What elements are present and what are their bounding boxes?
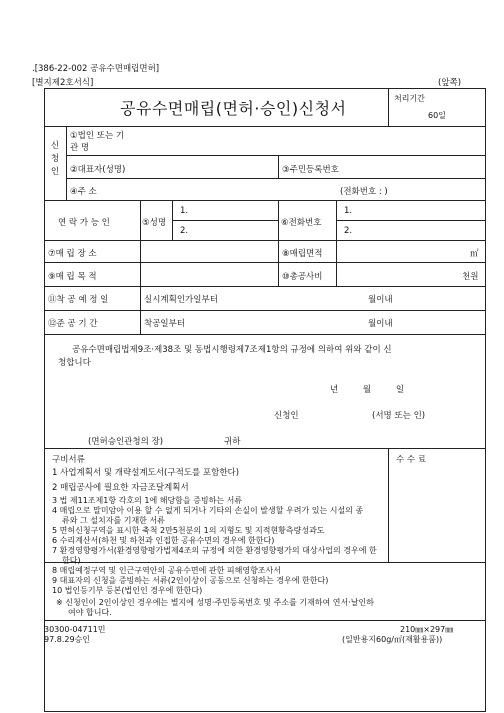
area-unit: ㎡ (470, 249, 479, 259)
site-label: ⑦매 립 장 소 (48, 249, 97, 259)
processing-period-label: 처리기간 (394, 94, 425, 103)
processing-period-value: 60일 (428, 111, 446, 120)
doc-item: 1 사업계획서 및 개략설계도서(구적도를 포함한다) (52, 468, 240, 478)
area-label: ⑧매립면적 (282, 249, 323, 259)
doc-item: 4 매립으로 말미암아 이용 할 수 없게 되거나 기타의 손실이 발생할 우려가 있는 시설의 종 (52, 506, 364, 515)
honorific: 귀하 (224, 437, 241, 447)
doc-item: 8 매립예정구역 및 인근구역안의 공유수면에 관한 피해영향조사서 (52, 566, 282, 575)
footer-paper: (일반용지60g/㎡(재활용품)) (342, 635, 443, 644)
doc-item: 9 대표자의 신청을 증빙하는 서류(2인이상이 공동으로 신청하는 경우에 한한다) (52, 576, 329, 585)
note-line-1: ※ 신청인이 2인이상인 경우에는 별지에 성명·주민등록번호 및 주소를 기재하여 연서·날인하 (56, 598, 374, 607)
date-line: 년 월 일 (330, 385, 405, 395)
recipient-authority: (면허승인관청의 장) (88, 437, 164, 447)
statement-line-2: 청합니다 (58, 358, 91, 368)
doc-item: 5 면허신청구역을 표시한 축척 2만5천분의 1의 지형도 및 지적현황측량성과도 (52, 526, 325, 535)
contact-name-label: ⑤성명 (142, 218, 167, 228)
doc-item: 류와 그 설치자를 기재한 서류 (62, 516, 165, 525)
doc-item: 7 환경영향평가서(환경영향평가법제4조의 규정에 의한 환경영향평가의 대상사업의 경우에 한 (52, 546, 377, 555)
resident-number-label: ③주민등록번호 (282, 165, 339, 175)
applicant-side-label: 신청인 (50, 141, 60, 177)
form-frame (44, 88, 486, 712)
purpose-label: ⑨매 립 목 적 (48, 272, 97, 282)
form-number: [별지제2호서식] (32, 78, 94, 88)
finish-period-label: ⑫준 공 기 간 (48, 319, 98, 329)
address-label: ④주 소 (70, 187, 97, 197)
form-title: 공유수면매립(면허·승인)신청서 (120, 99, 347, 118)
contact-name-2: 2. (180, 226, 189, 236)
contact-phone-label: ⑥전화번호 (281, 218, 322, 228)
doc-item: 6 수리계산서(하천 및 하천과 인접한 공유수면의 경우에 한한다) (52, 536, 275, 545)
footer-code: 30300-04711민 (44, 625, 106, 634)
doc-item: 2 매립공사에 필요한 자금조달계획서 (52, 483, 189, 493)
contact-name-1: 1. (180, 206, 189, 216)
contact-label: 연 락 가 능 인 (58, 218, 110, 228)
doc-item: 10 법인등기부 등본(법인인 경우에 한한다) (52, 586, 203, 595)
doc-code: .[386-22-002 공유수면매립면허] (32, 64, 160, 74)
phone-label: (전화번호 : ) (340, 187, 388, 197)
cost-unit: 천원 (462, 272, 479, 282)
required-docs-header: 구비서류 (52, 455, 85, 465)
note-line-2: 여야 합니다. (68, 608, 112, 617)
representative-label: ②대표자(성명) (70, 165, 126, 175)
start-within: 월이내 (368, 295, 393, 305)
org-name-label: ①법인 또는 기 관 명 (70, 131, 125, 153)
contact-phone-2: 2. (344, 226, 353, 236)
fee-label: 수 수 료 (396, 455, 427, 465)
total-cost-label: ⑩총공사비 (282, 272, 323, 282)
signature-label: (서명 또는 인) (372, 411, 426, 421)
footer-approval: 97.8.29승인 (44, 635, 90, 644)
finish-within: 월이내 (368, 319, 393, 329)
finish-from: 착공일부터 (144, 319, 186, 329)
applicant-sign-label: 신청인 (274, 411, 299, 421)
start-date-label: ⑪착 공 예 정 일 (48, 295, 109, 305)
start-from: 실시계획인가일부터 (144, 295, 218, 305)
doc-item: 3 법 제11조제1항 각호의 1에 해당함을 증빙하는 서류 (52, 496, 243, 505)
statement-line-1: 공유수면매립법제9조·제38조 및 동법시행령제7조제1항의 규정에 의하여 위와 같이 신 (72, 345, 392, 355)
contact-phone-1: 1. (344, 206, 353, 216)
footer-size: 210㎜×297㎜ (400, 625, 454, 634)
doc-item: 한다) (62, 556, 81, 565)
page-side: (앞쪽) (438, 78, 462, 88)
